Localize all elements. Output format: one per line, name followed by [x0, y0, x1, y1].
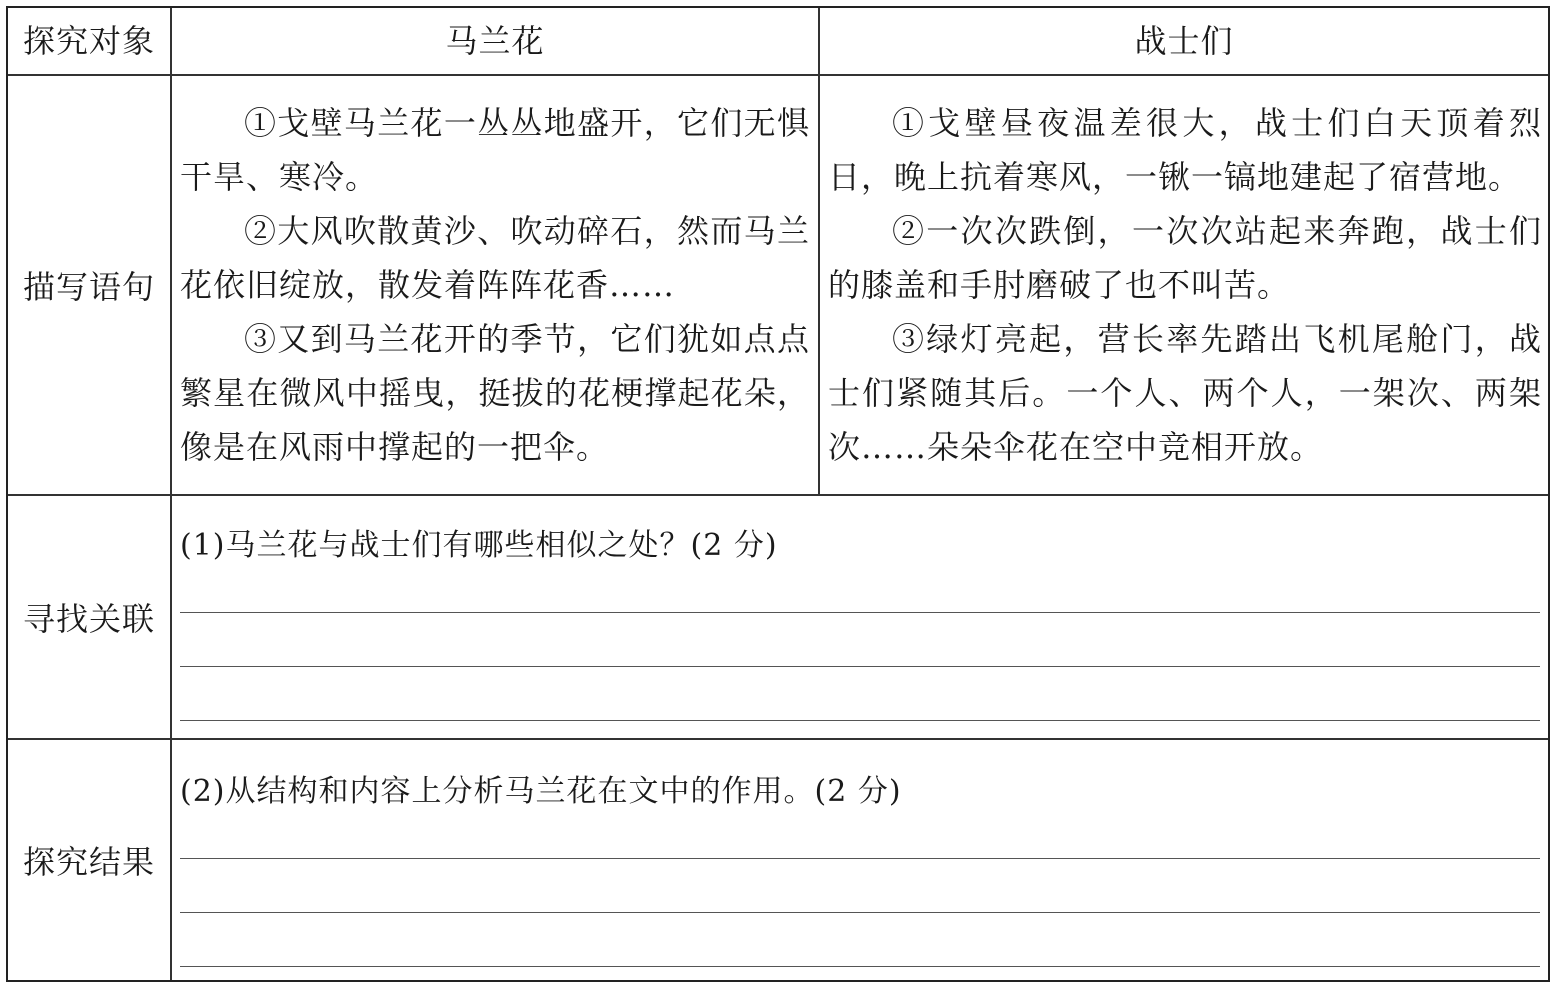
- answer-line[interactable]: [180, 612, 1540, 613]
- column-divider-middle: [818, 8, 820, 494]
- row-label-description: 描写语句: [22, 268, 155, 306]
- malan-paragraph-3: ③又到马兰花开的季节，它们犹如点点繁星在微风中摇曳，挺拔的花梗撑起花朵，像是在风雨中撑起的一把伞。: [180, 320, 810, 466]
- answer-line[interactable]: [180, 720, 1540, 721]
- row-label-result: 探究结果: [22, 843, 155, 881]
- answer-line[interactable]: [180, 666, 1540, 667]
- row-divider-relation: [8, 738, 1548, 740]
- header-col-soldiers: 战士们: [1134, 22, 1234, 60]
- soldiers-descriptions: [828, 96, 1542, 474]
- header-col-malan-flower: 马兰花: [445, 22, 545, 60]
- malan-flower-descriptions: [180, 96, 810, 474]
- soldiers-paragraph-3: ③绿灯亮起，营长率先踏出飞机尾舱门，战士们紧随其后。一个人、两个人，一架次、两架次……朵朵伞花在空中竞相开放。: [828, 320, 1542, 466]
- answer-line[interactable]: [180, 912, 1540, 913]
- answer-line[interactable]: [180, 858, 1540, 859]
- inquiry-table: [6, 6, 1550, 982]
- row-label-relation: 寻找关联: [22, 600, 155, 638]
- answer-line[interactable]: [180, 966, 1540, 967]
- question-2: (2)从结构和内容上分析马兰花在文中的作用。(2 分): [180, 774, 902, 809]
- soldiers-paragraph-1: ①戈壁昼夜温差很大，战士们白天顶着烈日，晚上抗着寒风，一锹一镐地建起了宿营地。: [828, 104, 1542, 196]
- malan-paragraph-1: ①戈壁马兰花一丛丛地盛开，它们无惧干旱、寒冷。: [180, 104, 810, 196]
- row-divider-description: [8, 494, 1548, 496]
- question-1: (1)马兰花与战士们有哪些相似之处？(2 分): [180, 528, 778, 563]
- malan-paragraph-2: ②大风吹散黄沙、吹动碎石，然而马兰花依旧绽放，散发着阵阵花香……: [180, 212, 810, 304]
- header-row-label: 探究对象: [22, 22, 155, 60]
- row-divider-header: [8, 74, 1548, 76]
- soldiers-paragraph-2: ②一次次跌倒，一次次站起来奔跑，战士们的膝盖和手肘磨破了也不叫苦。: [828, 212, 1542, 304]
